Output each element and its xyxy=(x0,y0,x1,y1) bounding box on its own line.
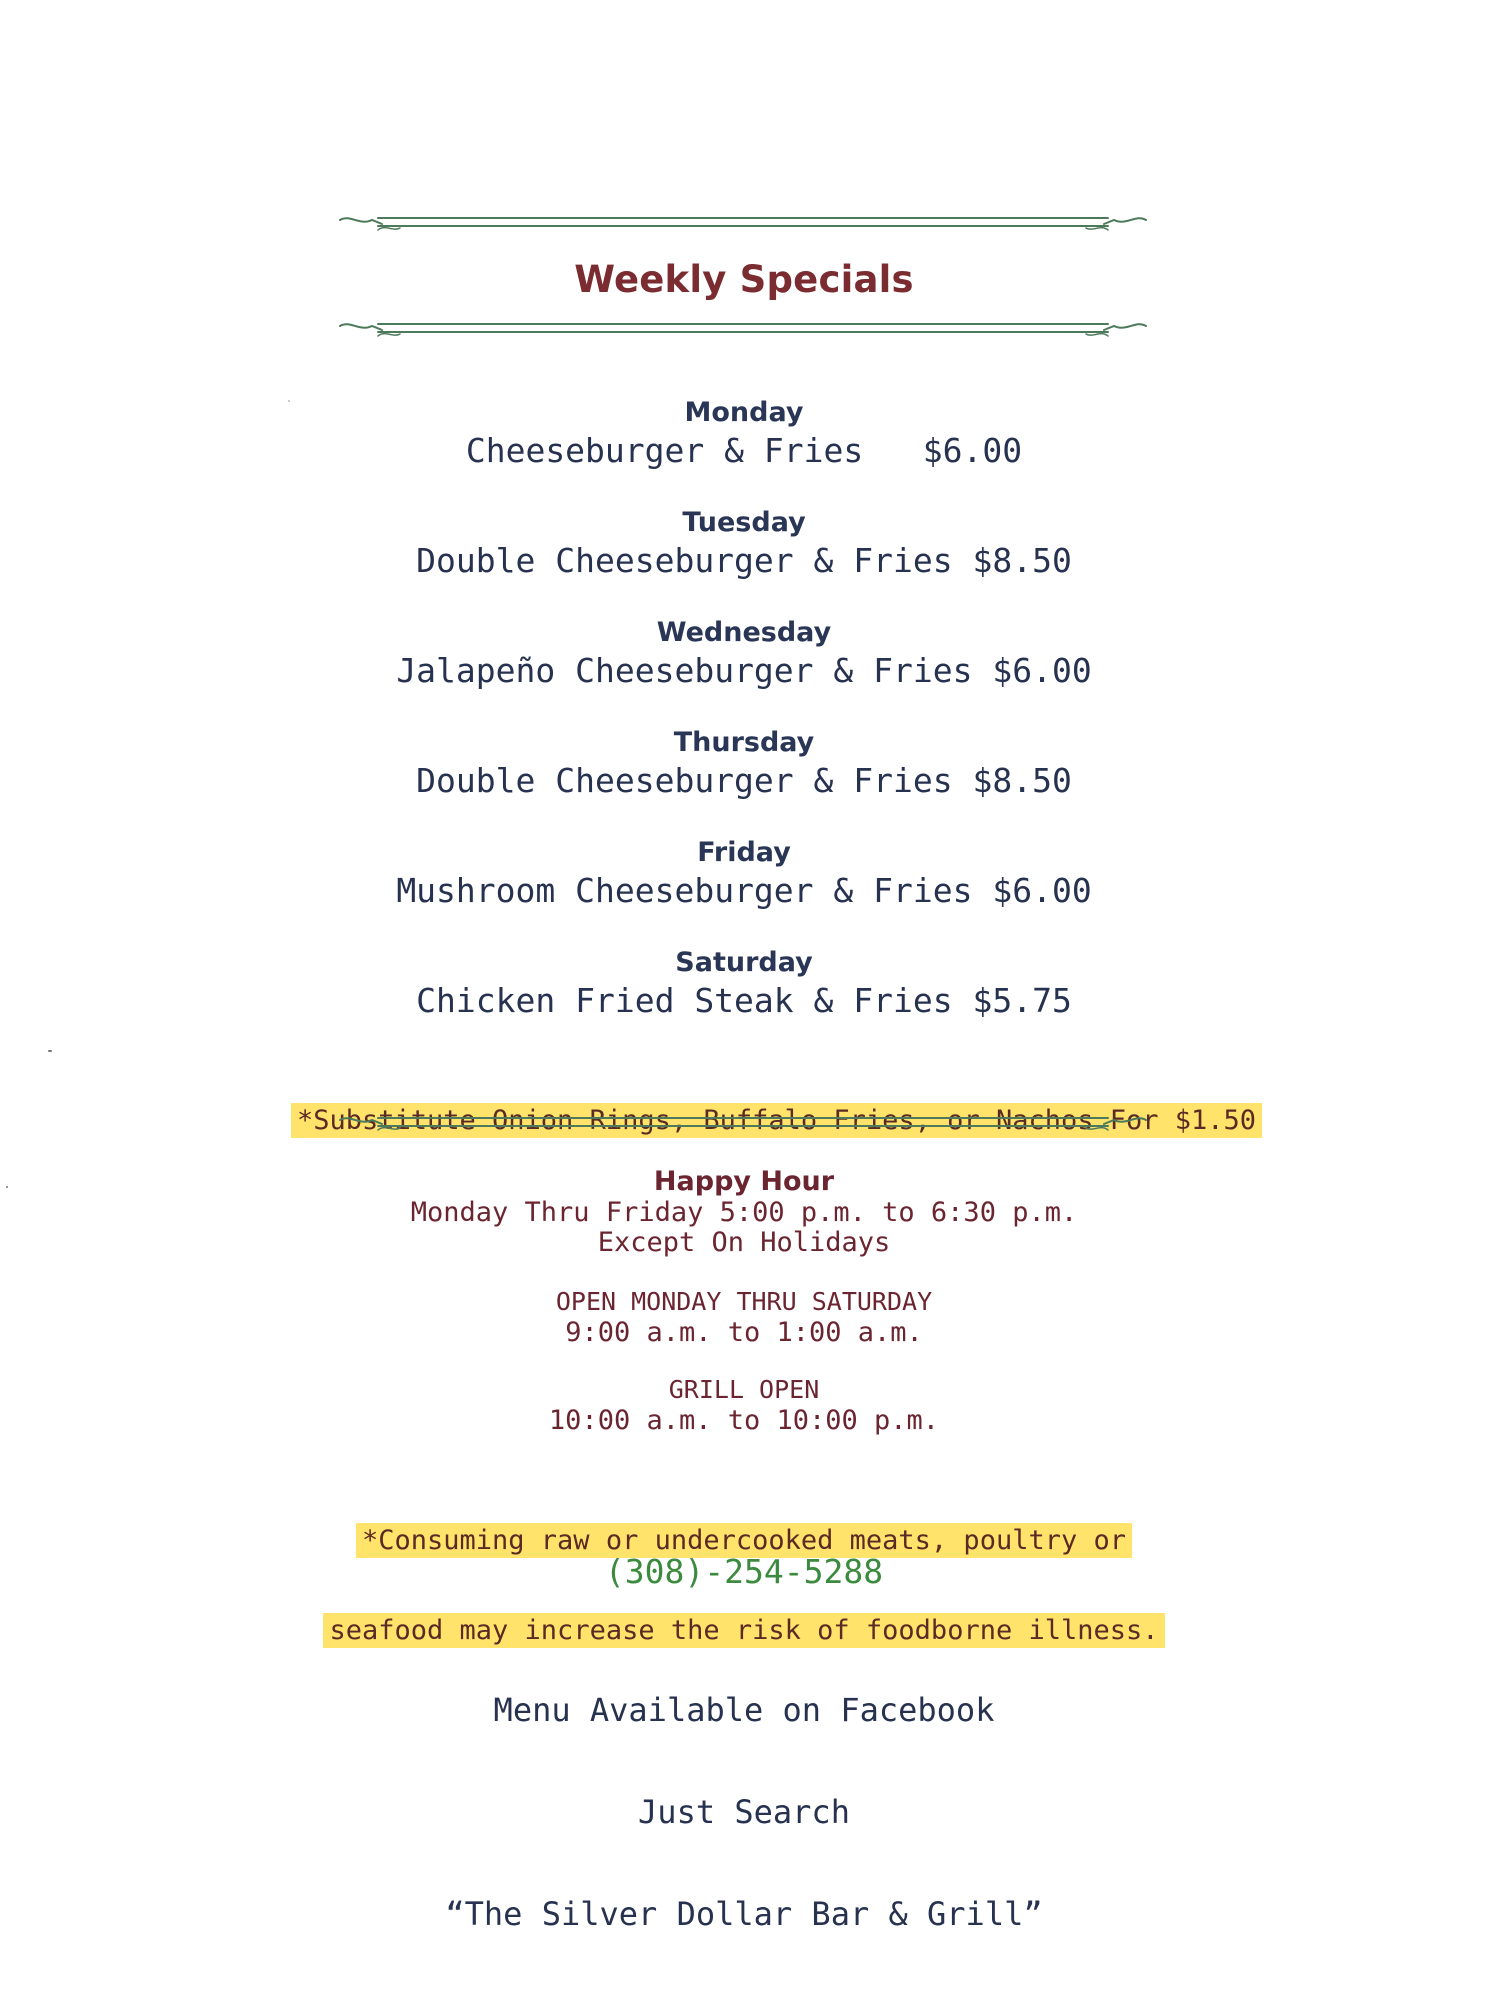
special-wednesday xyxy=(0,616,1488,726)
special-day: Tuesday xyxy=(682,507,806,538)
grill-hours-heading: GRILL OPEN xyxy=(668,1375,820,1404)
facebook-line-2: Just Search xyxy=(638,1793,850,1831)
happy-hour-heading: Happy Hour xyxy=(653,1166,835,1197)
happy-hour-exception: Except On Holidays xyxy=(597,1227,891,1258)
facebook-line-3: “The Silver Dollar Bar & Grill” xyxy=(445,1895,1043,1933)
page-title: Weekly Specials xyxy=(574,258,914,301)
substitute-note-text: *Substitute Onion Rings, Buffalo Fries, or Nachos For $1.50 xyxy=(291,1103,1262,1138)
special-thursday xyxy=(0,726,1488,836)
ornamental-divider-title-bottom xyxy=(338,316,1148,342)
special-day: Thursday xyxy=(673,727,815,758)
phone-number: (308)-254-5288 xyxy=(604,1552,884,1591)
scan-speck xyxy=(48,1050,52,1052)
special-dish: Mushroom Cheeseburger & Fries $6.00 xyxy=(396,871,1092,910)
special-friday xyxy=(0,836,1488,946)
special-dish: Cheeseburger & Fries $6.00 xyxy=(465,431,1023,470)
special-saturday xyxy=(0,946,1488,1056)
scan-speck xyxy=(288,400,290,402)
special-day: Saturday xyxy=(675,947,813,978)
special-day: Monday xyxy=(684,397,804,428)
specials-list xyxy=(0,396,1488,1056)
facebook-note xyxy=(0,1625,1488,1999)
special-monday xyxy=(0,396,1488,506)
grill-hours-times: 10:00 a.m. to 10:00 p.m. xyxy=(548,1405,940,1436)
special-tuesday xyxy=(0,506,1488,616)
special-day: Friday xyxy=(697,837,791,868)
warning-line-2: seafood may increase the risk of foodborne illness. xyxy=(323,1613,1164,1648)
ornamental-divider-top xyxy=(338,210,1148,236)
open-hours-times: 9:00 a.m. to 1:00 a.m. xyxy=(565,1317,923,1348)
grill-hours-section xyxy=(0,1374,1488,1436)
happy-hour-section xyxy=(0,1166,1488,1258)
special-dish: Double Cheeseburger & Fries $8.50 xyxy=(416,761,1072,800)
facebook-line-1: Menu Available on Facebook xyxy=(493,1691,995,1729)
special-dish: Double Cheeseburger & Fries $8.50 xyxy=(416,541,1072,580)
happy-hour-times: Monday Thru Friday 5:00 p.m. to 6:30 p.m. xyxy=(410,1197,1078,1228)
scan-speck xyxy=(6,1186,8,1188)
open-hours-heading: OPEN MONDAY THRU SATURDAY xyxy=(555,1287,933,1316)
special-dish: Chicken Fried Steak & Fries $5.75 xyxy=(416,981,1072,1020)
special-day: Wednesday xyxy=(656,617,832,648)
warning-line-1: *Consuming raw or undercooked meats, poultry or xyxy=(356,1523,1132,1558)
special-dish: Jalapeño Cheeseburger & Fries $6.00 xyxy=(396,651,1092,690)
open-hours-section xyxy=(0,1286,1488,1348)
ornamental-divider-middle xyxy=(338,1110,1148,1136)
